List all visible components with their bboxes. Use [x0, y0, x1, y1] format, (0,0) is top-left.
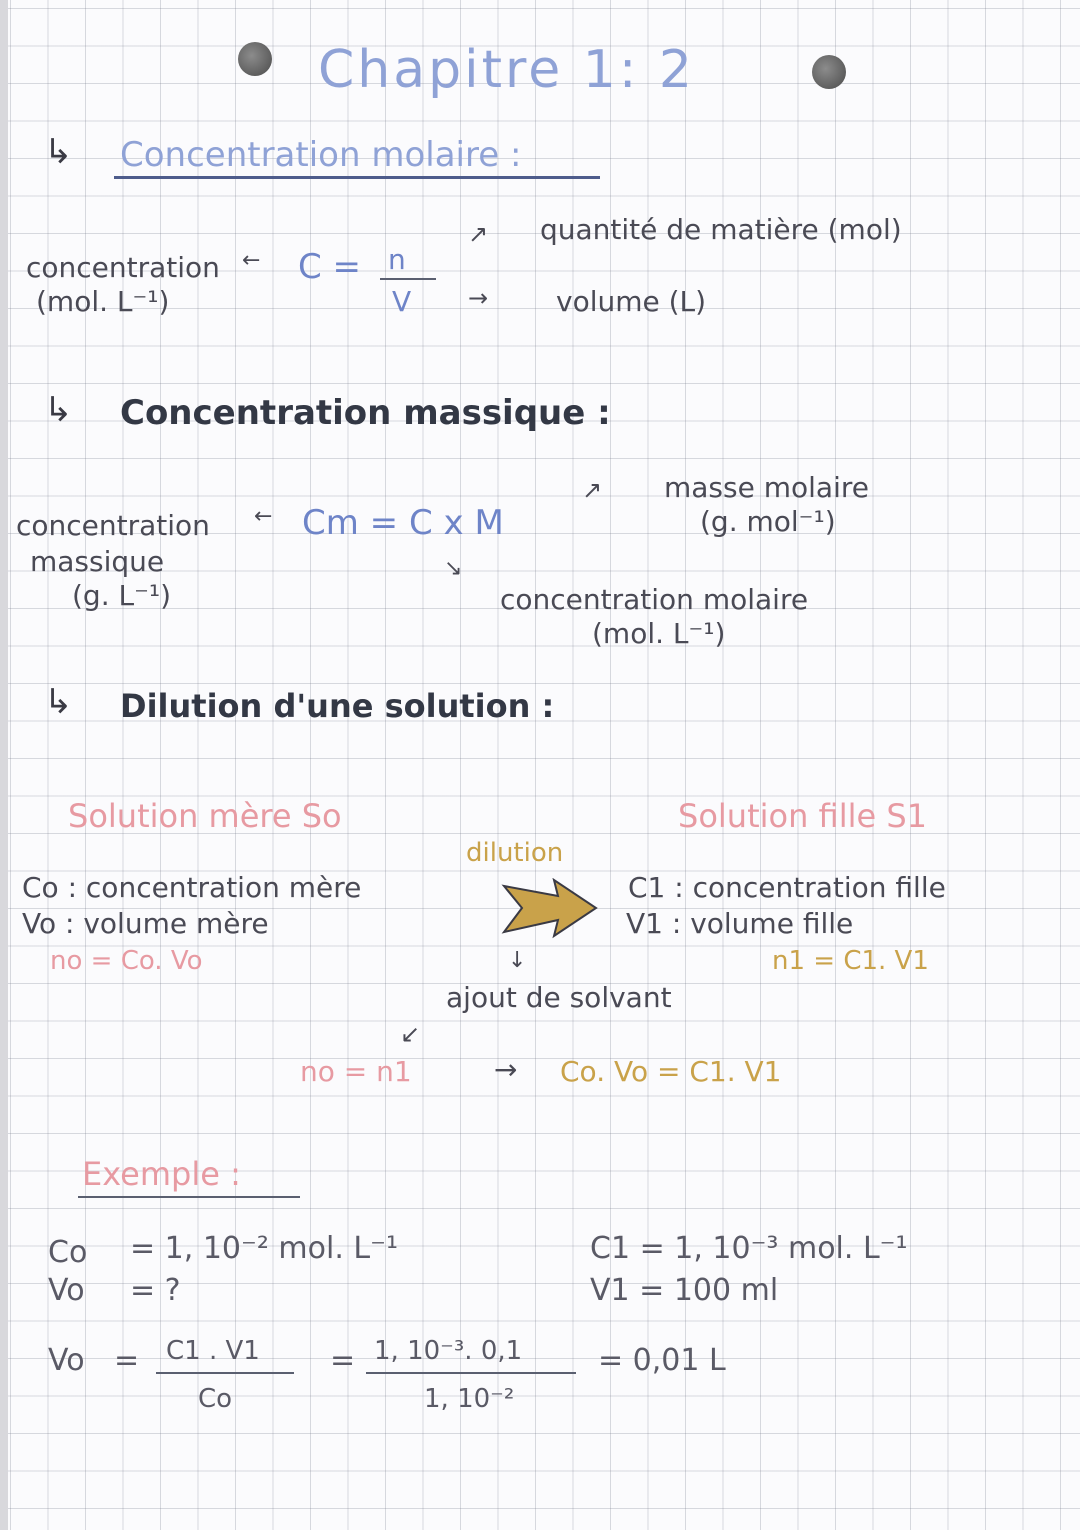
example-heading: Exemple :: [82, 1155, 241, 1193]
example-underline: [78, 1196, 300, 1198]
page-title: Chapitre 1: 2: [318, 40, 695, 100]
mother-solution-title: Solution mère So: [68, 797, 342, 835]
frac2-numerator: 1, 10⁻³. 0,1: [374, 1336, 523, 1366]
arrow-up-right-icon: ↗: [582, 476, 603, 504]
heading-dilution: Dilution d'une solution :: [120, 687, 555, 725]
arrow-up-right-icon: ↗: [468, 220, 489, 248]
bullet-arrow-icon: ↳: [44, 132, 73, 172]
binder-hole-right: [812, 55, 846, 89]
dilution-equation: Co. Vo = C1. V1: [560, 1055, 782, 1088]
arrow-left-icon: ←: [242, 248, 261, 273]
molaire-quantite: quantité de matière (mol): [540, 213, 902, 246]
massique-masse-molaire: masse molaire: [664, 471, 869, 504]
mother-volume: Vo : volume mère: [22, 907, 269, 940]
massique-mm-unit: (g. mol⁻¹): [700, 505, 836, 538]
binder-hole-left: [238, 42, 272, 76]
massique-cm-unit: (mol. L⁻¹): [592, 617, 726, 650]
massique-left-3: (g. L⁻¹): [72, 579, 172, 612]
massique-conc-molaire: concentration molaire: [500, 583, 809, 616]
formula-c: C =: [298, 247, 362, 287]
formula-v: V: [392, 285, 412, 318]
molaire-volume: volume (L): [556, 285, 707, 318]
moles-equality: no = n1: [300, 1055, 412, 1088]
heading-underline: [114, 176, 600, 179]
arrow-right-icon: →: [494, 1053, 518, 1086]
example-c1: C1 = 1, 10⁻³ mol. L⁻¹: [590, 1231, 908, 1266]
dilution-label: dilution: [466, 838, 564, 868]
daughter-moles: n1 = C1. V1: [772, 946, 929, 976]
frac2-bar: [366, 1372, 576, 1374]
massique-left-2: massique: [30, 545, 165, 578]
example-vo-label: Vo: [48, 1273, 85, 1308]
molaire-left-unit: (mol. L⁻¹): [36, 285, 170, 318]
mother-concentration: Co : concentration mère: [22, 871, 362, 904]
dilution-arrow-icon: [500, 878, 600, 940]
example-co-label: Co: [48, 1235, 88, 1270]
calc-equals-2: =: [330, 1343, 356, 1378]
frac1-numerator: C1 . V1: [166, 1336, 260, 1366]
arrow-down-right-icon: ↘: [444, 556, 463, 581]
molaire-left-label: concentration: [26, 251, 220, 284]
heading-molaire: Concentration molaire :: [120, 135, 522, 175]
arrow-right-icon: →: [468, 284, 489, 312]
example-co-value: = 1, 10⁻² mol. L⁻¹: [130, 1231, 398, 1266]
heading-massique: Concentration massique :: [120, 393, 611, 433]
example-v1: V1 = 100 ml: [590, 1273, 779, 1308]
calc-equals-1: =: [114, 1343, 140, 1378]
example-vo-value: = ?: [130, 1273, 181, 1308]
notebook-margin: [0, 0, 8, 1530]
daughter-volume: V1 : volume fille: [626, 907, 854, 940]
arrow-down-icon: ↓: [508, 948, 527, 973]
frac2-denominator: 1, 10⁻²: [424, 1384, 515, 1414]
frac1-bar: [156, 1372, 294, 1374]
arrow-left-icon: ←: [254, 504, 273, 529]
frac1-denominator: Co: [198, 1384, 233, 1414]
mother-moles: no = Co. Vo: [50, 946, 203, 976]
calc-result: = 0,01 L: [598, 1343, 726, 1378]
fraction-bar: [380, 278, 436, 280]
formula-n: n: [388, 243, 406, 276]
calc-vo-label: Vo: [48, 1343, 85, 1378]
bullet-arrow-icon: ↳: [44, 682, 73, 722]
formula-cm: Cm = C x M: [302, 503, 504, 543]
bullet-arrow-icon: ↳: [44, 390, 73, 430]
massique-left-1: concentration: [16, 509, 210, 542]
daughter-concentration: C1 : concentration fille: [628, 871, 946, 904]
daughter-solution-title: Solution fille S1: [678, 797, 927, 835]
arrow-down-left-icon: ↙: [400, 1020, 421, 1048]
ajout-solvant: ajout de solvant: [446, 981, 672, 1014]
